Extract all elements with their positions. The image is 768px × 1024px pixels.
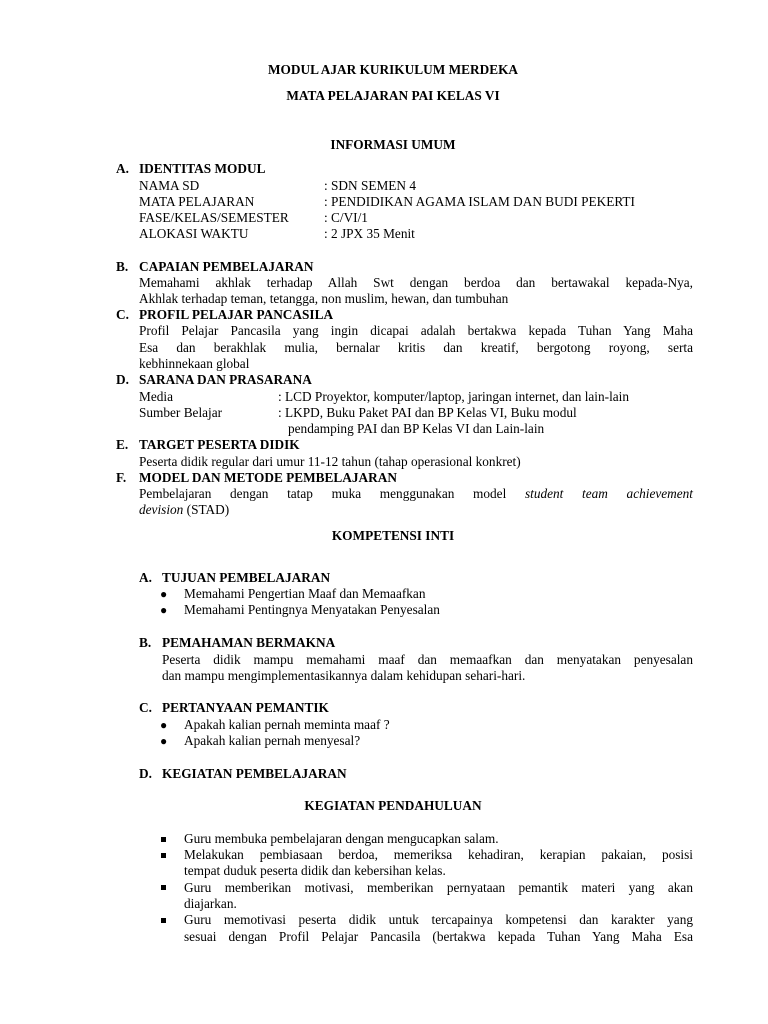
identitas-label: ALOKASI WAKTU [139, 226, 249, 241]
square-bullet-icon [161, 885, 166, 890]
list-item: Guru membuka pembelajaran dengan mengucapkan salam. [184, 831, 499, 846]
bullet-icon: ● [160, 734, 168, 748]
document-title: MODUL AJAR KURIKULUM MERDEKA [267, 62, 519, 77]
identitas-value: : PENDIDIKAN AGAMA ISLAM DAN BUDI PEKERTI [324, 194, 635, 209]
section-heading-model: MODEL DAN METODE PEMBELAJARAN [139, 470, 397, 485]
paragraph-line: Profil Pelajar Pancasila yang ingin dicapai adalah bertakwa kepada Tuhan Yang Maha [139, 323, 693, 338]
paragraph-line: kebhinnekaan global [139, 356, 250, 371]
section-heading-kegiatan: KEGIATAN PEMBELAJARAN [162, 766, 347, 781]
document-subtitle: MATA PELAJARAN PAI KELAS VI [286, 88, 500, 103]
list-item: Memahami Pengertian Maaf dan Memaafkan [184, 586, 426, 601]
paragraph-line: Peserta didik mampu memahami maaf dan memaafkan dan menyatakan penyesalan [162, 652, 693, 667]
list-item-continuation: sesuai dengan Profil Pelajar Pancasila (bertakwa kepada Tuhan Yang Maha Esa [184, 929, 693, 944]
section-letter: F. [116, 470, 127, 485]
model-text: Pembelajaran dengan tatap muka menggunakan model [139, 486, 507, 501]
paragraph-line: Esa dan berakhlak mulia, bernalar kritis dan kreatif, bergotong royong, serta [139, 340, 693, 355]
sarana-value: : LCD Proyektor, komputer/laptop, jaringan internet, dan lain-lain [278, 389, 630, 404]
sarana-value: pendamping PAI dan BP Kelas VI dan Lain-lain [288, 421, 545, 436]
section-letter: A. [139, 570, 152, 585]
section-letter: C. [116, 307, 129, 322]
model-name-italic: devision [139, 502, 184, 517]
square-bullet-icon [161, 918, 166, 923]
sarana-value: : LKPD, Buku Paket PAI dan BP Kelas VI, Buku modul [278, 405, 577, 420]
section-heading-profil: PROFIL PELAJAR PANCASILA [139, 307, 334, 322]
section-letter: D. [139, 766, 152, 781]
identitas-value: : C/VI/1 [324, 210, 368, 225]
identitas-value: : SDN SEMEN 4 [324, 178, 416, 193]
list-item: Melakukan pembiasaan berdoa, memeriksa kehadiran, kerapian pakaian, posisi [184, 847, 693, 862]
identitas-value: : 2 JPX 35 Menit [324, 226, 415, 241]
section-letter: B. [139, 635, 152, 650]
square-bullet-icon [161, 837, 166, 842]
paragraph-line: dan mampu mengimplementasikannya dalam kehidupan sehari-hari. [162, 668, 526, 683]
paragraph-line: Memahami akhlak terhadap Allah Swt dengan berdoa dan bertawakal kepada-Nya, [139, 275, 693, 290]
list-item-continuation: tempat duduk peserta didik dan kebersihan kelas. [184, 863, 446, 878]
section-title-informasi-umum: INFORMASI UMUM [330, 137, 456, 152]
section-heading-pemahaman: PEMAHAMAN BERMAKNA [162, 635, 336, 650]
model-name-italic: student team achievement [524, 486, 693, 501]
sarana-label: Media [139, 389, 173, 404]
bullet-icon: ● [160, 587, 168, 601]
paragraph-line: Akhlak terhadap teman, tetangga, non muslim, hewan, dan tumbuhan [139, 291, 509, 306]
identitas-label: NAMA SD [139, 178, 200, 193]
identitas-label: MATA PELAJARAN [139, 194, 255, 209]
paragraph-line [139, 502, 229, 518]
paragraph-line: Peserta didik regular dari umur 11-12 tahun (tahap operasional konkret) [139, 454, 521, 469]
section-heading-sarana: SARANA DAN PRASARANA [139, 372, 312, 387]
sarana-label: Sumber Belajar [139, 405, 223, 420]
list-item: Guru memberikan motivasi, memberikan pernyataan pemantik materi yang akan [184, 880, 693, 895]
model-text: (STAD) [186, 502, 230, 517]
square-bullet-icon [161, 853, 166, 858]
section-letter: C. [139, 700, 152, 715]
list-item: Memahami Pentingnya Menyatakan Penyesalan [184, 602, 440, 617]
section-heading-target: TARGET PESERTA DIDIK [139, 437, 300, 452]
section-heading-pertanyaan: PERTANYAAN PEMANTIK [162, 700, 329, 715]
section-heading-identitas: IDENTITAS MODUL [139, 161, 266, 176]
bullet-icon: ● [160, 603, 168, 617]
bullet-icon: ● [160, 718, 168, 732]
section-letter: D. [116, 372, 129, 387]
list-item: Apakah kalian pernah meminta maaf ? [184, 717, 390, 732]
section-letter: A. [116, 161, 129, 176]
section-heading-tujuan: TUJUAN PEMBELAJARAN [162, 570, 331, 585]
paragraph-line [139, 486, 693, 502]
list-item-continuation: diajarkan. [184, 896, 237, 911]
identitas-label: FASE/KELAS/SEMESTER [139, 210, 289, 225]
section-title-pendahuluan: KEGIATAN PENDAHULUAN [304, 798, 482, 813]
section-letter: E. [116, 437, 129, 452]
section-title-kompetensi-inti: KOMPETENSI INTI [331, 528, 455, 543]
section-letter: B. [116, 259, 129, 274]
section-heading-capaian: CAPAIAN PEMBELAJARAN [139, 259, 314, 274]
list-item: Guru memotivasi peserta didik untuk tercapainya kompetensi dan karakter yang [184, 912, 693, 927]
list-item: Apakah kalian pernah menyesal? [184, 733, 361, 748]
